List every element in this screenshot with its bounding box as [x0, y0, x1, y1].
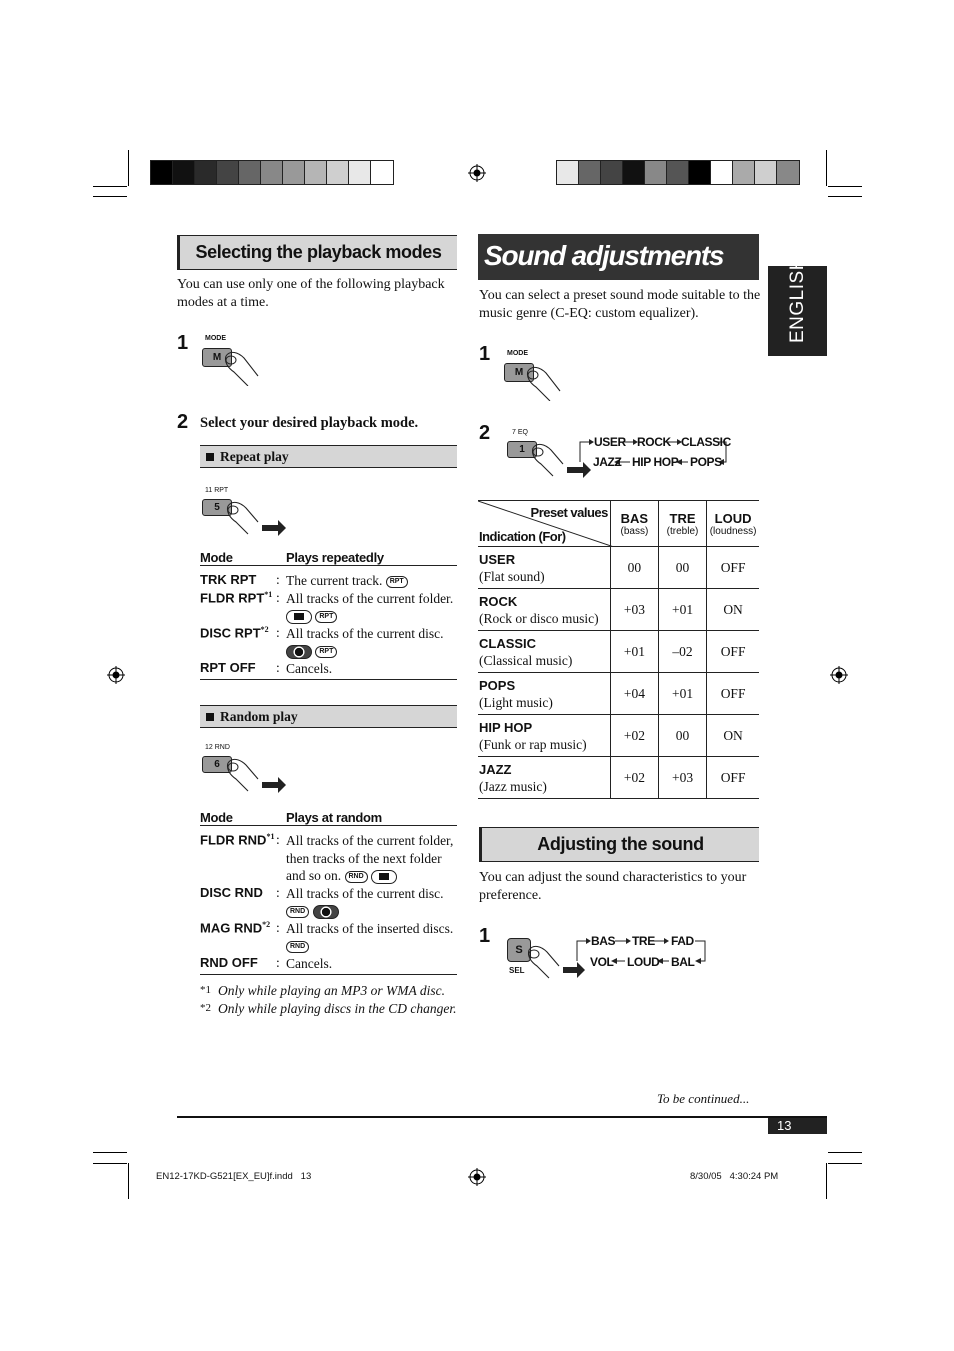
table-row: CLASSIC (Classical music) +01 –02 OFF: [478, 631, 759, 673]
crop-mark: [93, 1163, 127, 1164]
eq-mode-user: USER: [594, 435, 626, 449]
step-number: 1: [177, 332, 189, 354]
mode-button[interactable]: M: [202, 348, 232, 367]
table-row: RPT OFF : Cancels.: [200, 660, 457, 681]
section-title-playback-modes: Selecting the playback modes: [177, 235, 457, 270]
sound-item-fad: FAD: [671, 934, 694, 948]
footnote: *1 Only while playing an MP3 or WMA disc.: [200, 983, 445, 998]
footer-rule: [177, 1116, 827, 1118]
step-number: 1: [479, 343, 491, 365]
sound-item-loud: LOUD: [627, 955, 660, 969]
registration-bar-right: [556, 160, 800, 185]
mode-button[interactable]: M: [504, 363, 534, 382]
rnd-indicator-icon: RND: [286, 906, 309, 918]
sel-button[interactable]: S: [507, 938, 531, 962]
col-mode: Mode: [200, 810, 233, 825]
registration-bar-left: [150, 160, 394, 185]
sound-item-tre: TRE: [632, 934, 655, 948]
random-play-header: Random play: [200, 705, 457, 728]
crop-mark: [93, 186, 127, 187]
adjust-intro: You can adjust the sound characteristics to your preference.: [479, 870, 747, 903]
table-row: JAZZ (Jazz music) +02 +03 OFF: [478, 757, 759, 799]
header-preset-values: Preset values: [530, 505, 608, 520]
table-row: FLDR RPT$^{*1}$ : All tracks of the current folder. RPT: [200, 590, 457, 625]
finger-press-icon: [220, 348, 260, 386]
crop-mark: [128, 150, 129, 186]
playback-intro: You can use only one of the following playback modes at a time.: [177, 277, 445, 310]
button-label: 7 EQ: [512, 429, 528, 436]
random-button-illustration: [200, 743, 290, 795]
registration-target-icon: [107, 666, 125, 684]
rnd-indicator-icon: RND: [345, 871, 368, 883]
crop-mark: [828, 1163, 862, 1164]
button-label: MODE: [205, 335, 226, 342]
crop-mark: [828, 186, 862, 187]
eq-mode-pops: POPS: [690, 455, 722, 469]
repeat-mode-table: [200, 545, 457, 680]
square-bullet-icon: [206, 713, 214, 721]
continued-note: To be continued...: [657, 1091, 750, 1106]
sound-item-vol: VOL: [590, 955, 614, 969]
rpt-indicator-icon: RPT: [315, 646, 337, 658]
rnd-indicator-icon: RND: [286, 941, 309, 953]
page-number-box: [768, 1118, 827, 1134]
crop-mark: [826, 150, 827, 186]
table-header-row: Preset values Indication (For) BAS (bass) TRE (treble) LOUD (loudness): [478, 501, 759, 547]
crop-mark: [828, 1152, 862, 1153]
folder-indicator-icon: [286, 610, 312, 624]
eq-button[interactable]: 1: [507, 441, 537, 458]
rpt-indicator-icon: RPT: [315, 611, 337, 623]
crop-mark: [93, 1152, 127, 1153]
mode-button-illustration: [502, 349, 572, 401]
footnote: *2 Only while playing discs in the CD changer.: [200, 1000, 457, 1016]
finger-press-icon: [222, 755, 288, 795]
eq-mode-jazz: JAZZ: [593, 455, 622, 469]
finger-press-icon: [522, 363, 562, 401]
table-row: USER (Flat sound) 00 00 OFF: [478, 547, 759, 589]
random-button[interactable]: 6: [202, 756, 232, 773]
page-number: 13: [777, 1118, 792, 1133]
eq-mode-hiphop: HIP HOP: [632, 455, 679, 469]
step2-instruction: Select your desired playback mode.: [200, 415, 419, 431]
registration-target-icon: [468, 1168, 486, 1186]
rpt-indicator-icon: RPT: [386, 576, 408, 588]
footer-filename: EN12-17KD-G521[EX_EU]f.indd 13: [156, 1171, 312, 1182]
col-mode: Mode: [200, 550, 233, 565]
step-number: 2: [479, 422, 491, 444]
table-row: TRK RPT : The current track. RPT: [200, 572, 457, 590]
mode-button-illustration: [200, 334, 270, 386]
folder-indicator-icon: [371, 870, 397, 884]
step-number: 2: [177, 411, 189, 433]
header-indication: Indication (For): [479, 529, 566, 544]
step-number: 1: [479, 925, 491, 947]
table-row: DISC RPT$^{*2}$ : All tracks of the current disc. RPT: [200, 625, 457, 660]
eq-preset-table: [478, 500, 759, 799]
button-label: 11 RPT: [205, 487, 229, 494]
page-title: Sound adjustments: [478, 234, 759, 280]
random-mode-table: [200, 805, 457, 975]
disc-indicator-icon: [313, 905, 339, 919]
eq-mode-classic: CLASSIC: [681, 435, 731, 449]
table-row: ROCK (Rock or disco music) +03 +01 ON: [478, 589, 759, 631]
repeat-play-header: Repeat play: [200, 445, 457, 468]
crop-mark: [828, 196, 862, 197]
table-row: FLDR RND$^{*1}$ : All tracks of the current folder, then tracks of the next folder and so on. RND: [200, 832, 454, 883]
crop-mark: [93, 196, 127, 197]
section-title-adjusting-sound: Adjusting the sound: [479, 827, 759, 862]
table-row: MAG RND$^{*2}$ : All tracks of the inserted discs. RND: [200, 920, 457, 955]
registration-target-icon: [830, 666, 848, 684]
eq-mode-rock: ROCK: [637, 435, 671, 449]
footnotes: [200, 982, 462, 1017]
table-row: HIP HOP (Funk or rap music) +02 00 ON: [478, 715, 759, 757]
square-bullet-icon: [206, 453, 214, 461]
table-row: POPS (Light music) +04 +01 OFF: [478, 673, 759, 715]
sound-intro: You can select a preset sound mode suitable to the music genre (C-EQ: custom equalizer).: [479, 288, 761, 321]
crop-mark: [128, 1163, 129, 1199]
table-row: DISC RND : All tracks of the current disc. RND: [200, 885, 457, 920]
sound-item-bal: BAL: [671, 955, 695, 969]
col-desc: Plays at random: [286, 810, 382, 825]
finger-press-icon: [222, 498, 288, 538]
table-row: RND OFF : Cancels.: [200, 955, 457, 976]
button-label: SEL: [509, 966, 525, 975]
disc-indicator-icon: [286, 645, 312, 659]
sound-item-bas: BAS: [591, 934, 616, 948]
language-tab-label: ENGLISH: [787, 256, 808, 343]
button-label: 12 RND: [205, 744, 230, 751]
repeat-button-illustration: [200, 486, 290, 538]
repeat-button[interactable]: 5: [202, 499, 232, 516]
button-label: MODE: [507, 350, 528, 357]
language-tab: [768, 256, 827, 356]
col-desc: Plays repeatedly: [286, 550, 384, 565]
crop-mark: [826, 1163, 827, 1199]
registration-target-icon: [468, 164, 486, 182]
footer-timestamp: 8/30/05 4:30:24 PM: [690, 1171, 779, 1182]
